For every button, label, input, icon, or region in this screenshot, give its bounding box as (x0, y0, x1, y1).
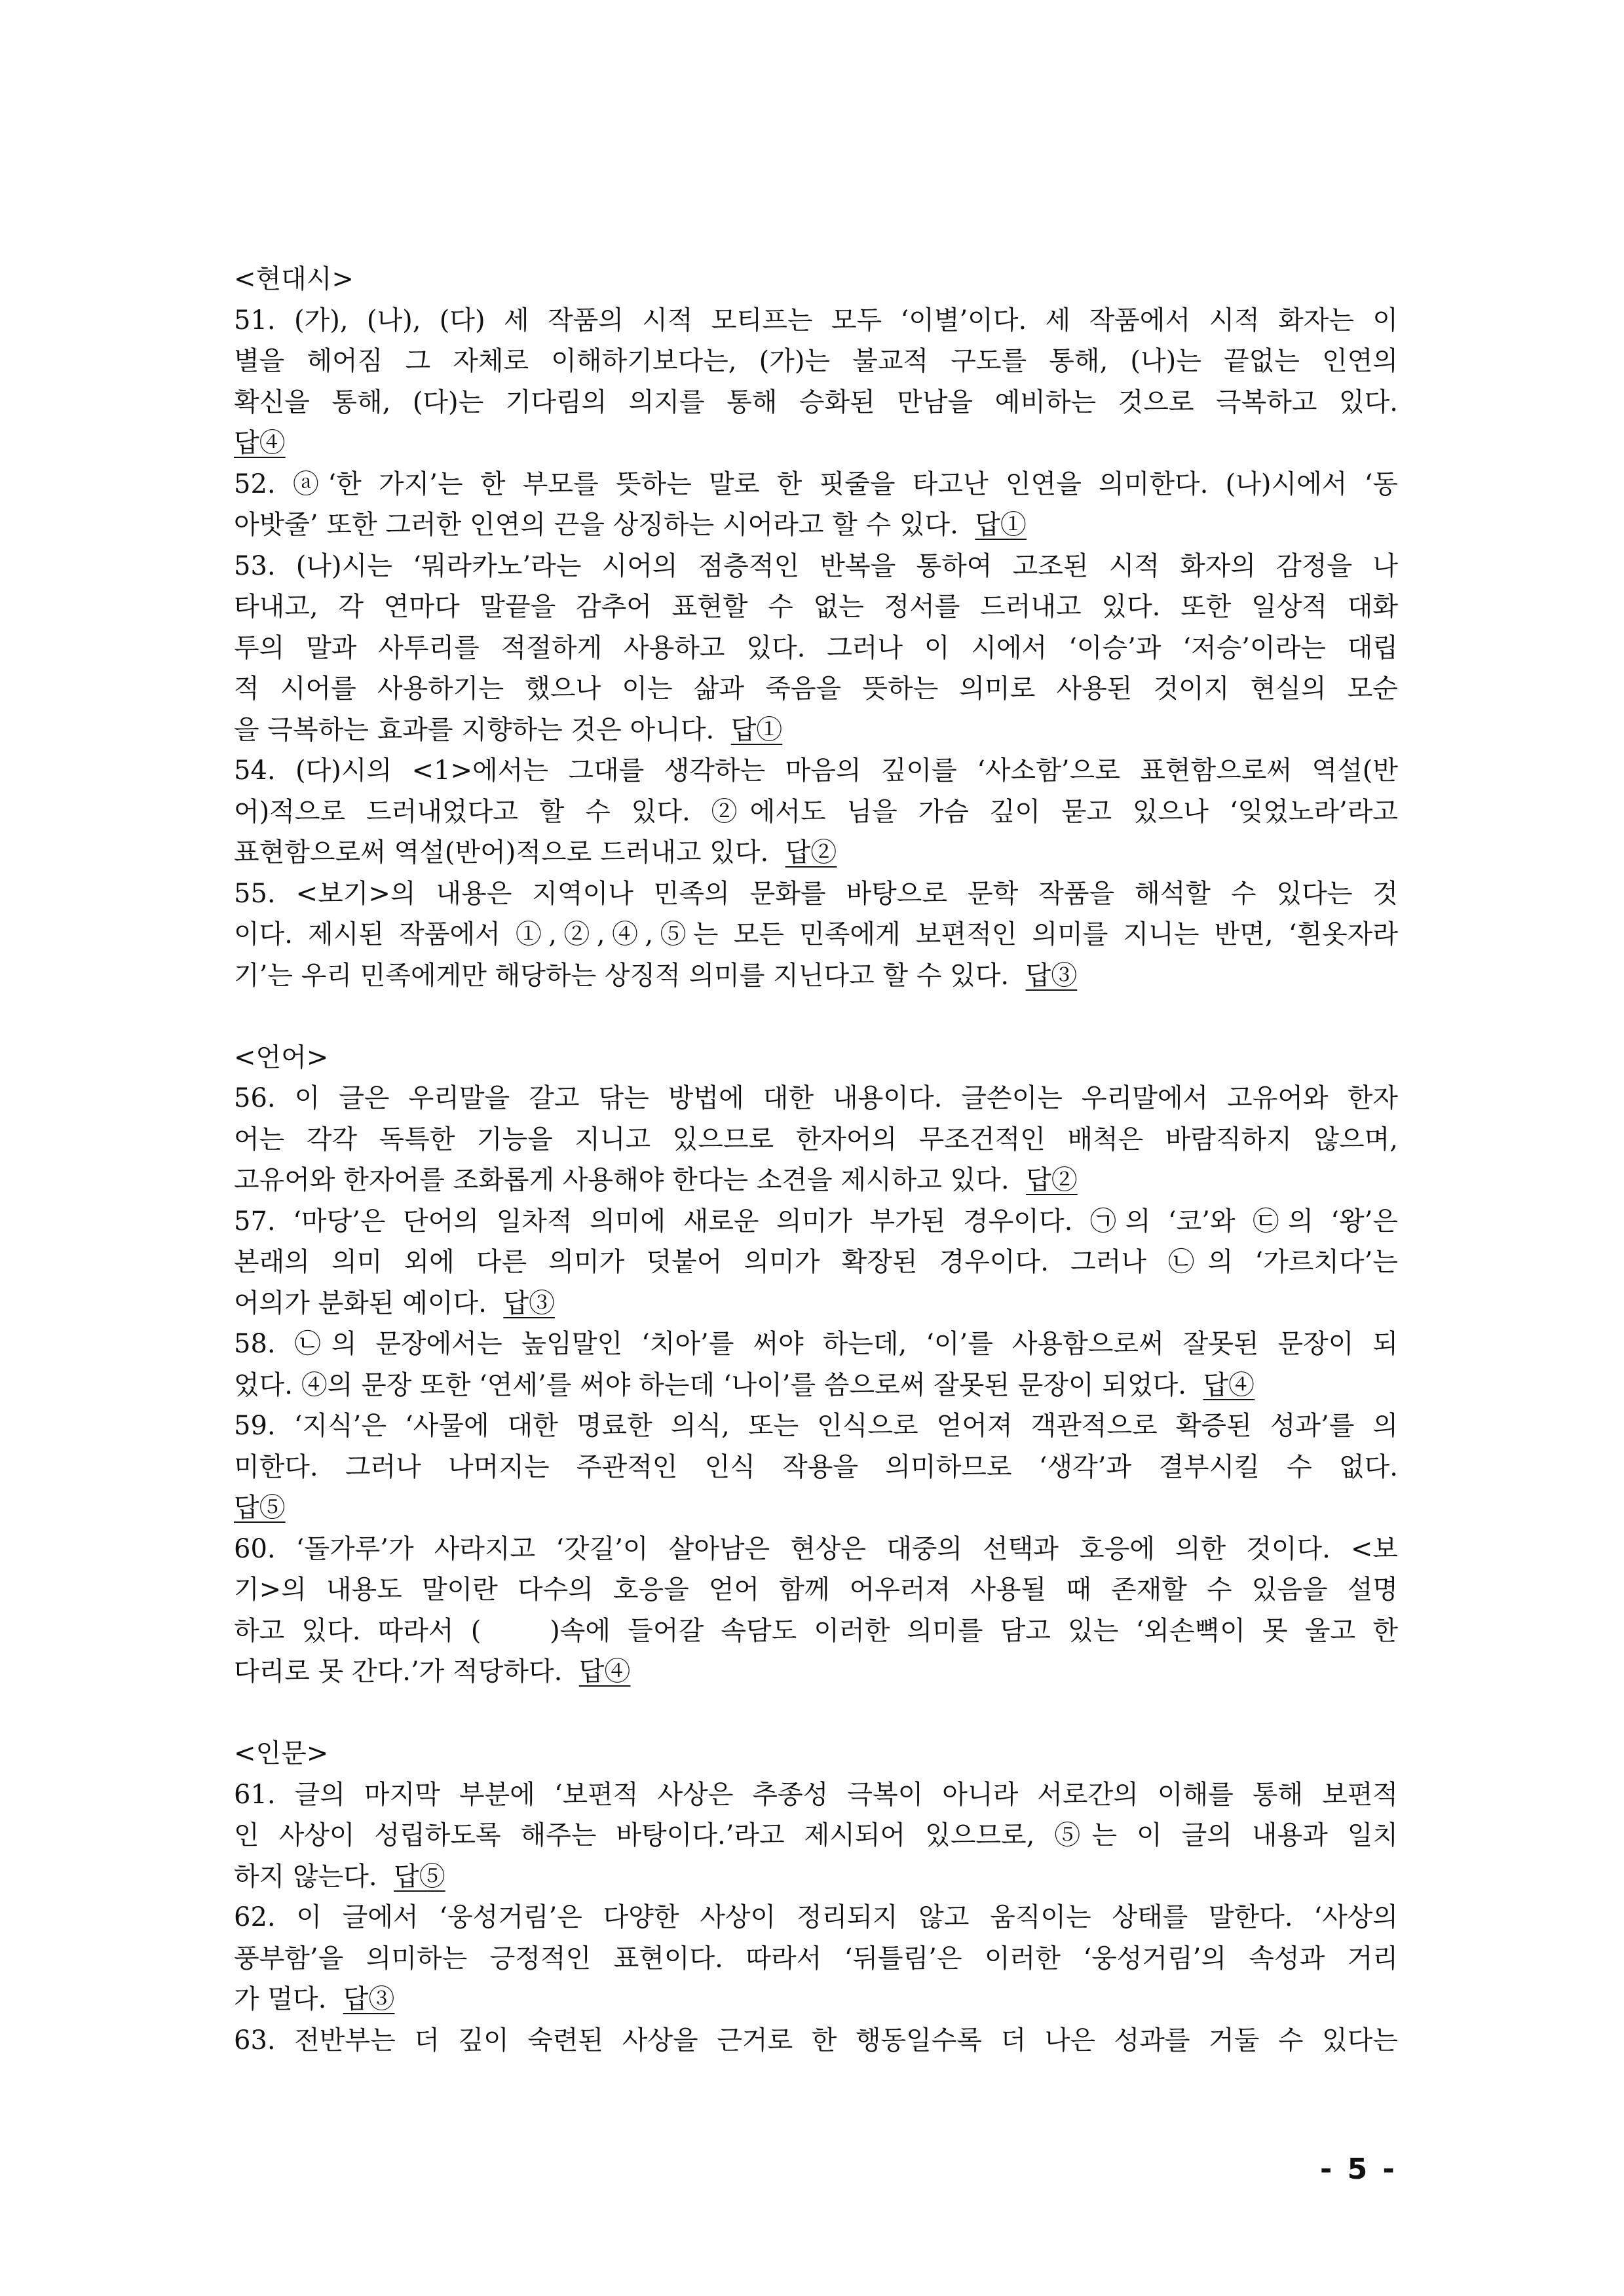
explanation-line: 56. 이 글은 우리말을 갈고 닦는 방법에 대한 내용이다. 글쓴이는 우리말에서 고유어와 한자 (234, 1083, 1398, 1113)
explanation-line: 기’는 우리 민족에게만 해당하는 상징적 의미를 지닌다고 할 수 있다. 답③ (234, 960, 1078, 991)
explanation-line: 본래의 의미 외에 다른 의미가 덧붙어 의미가 확장된 경우이다. 그러나 ㉡의 ‘가르치다’는 (234, 1247, 1398, 1277)
answer-label: 답④ (1203, 1369, 1255, 1400)
explanation-item-56 (234, 1078, 1398, 1201)
section-humanities (234, 1733, 1398, 2061)
answer-label: 답⑤ (394, 1861, 445, 1892)
explanation-line: 을 극복하는 효과를 지향하는 것은 아니다. 답① (234, 714, 783, 745)
answer-label: 답① (730, 714, 783, 745)
explanation-line: 53. (나)시는 ‘뭐라카노’라는 시어의 점층적인 반복을 통하여 고조된 시적 화자의 감정을 나 (234, 550, 1398, 581)
explanation-line: 다리로 못 간다.’가 적당하다. 답④ (234, 1656, 631, 1687)
section-modern-poetry (234, 259, 1398, 996)
section-spacer (234, 1693, 1398, 1734)
explanation-line: 57. ‘마당’은 단어의 일차적 의미에 새로운 의미가 부가된 경우이다. ㉠의 ‘코’와 ㉢의 ‘왕’은 (234, 1206, 1398, 1236)
explanation-line: 52. ⓐ‘한 가지’는 한 부모를 뜻하는 말로 한 핏줄을 타고난 인연을 의미한다. (나)시에서 ‘동 (234, 469, 1398, 499)
explanation-line: 어의가 분화된 예이다. 답③ (234, 1288, 555, 1318)
explanation-item-52 (234, 464, 1398, 546)
explanation-line: 59. ‘지식’은 ‘사물에 대한 명료한 의식, 또는 인식으로 얻어져 객관적으로 확증된 성과’를 의 (234, 1411, 1398, 1441)
answer-label: 답③ (343, 1984, 395, 2014)
explanation-line: 하고 있다. 따라서 ( )속에 들어갈 속담도 이러한 의미를 담고 있는 ‘외손뼉이 못 울고 한 (234, 1615, 1398, 1646)
explanation-line: 표현함으로써 역설(반어)적으로 드러내고 있다. 답② (234, 837, 837, 868)
explanation-line: 별을 헤어짐 그 자체로 이해하기보다는, (가)는 불교적 구도를 통해, (나)는 끝없는 인연의 (234, 346, 1398, 376)
section-heading: <언어> (234, 1042, 329, 1073)
explanation-line: 고유어와 한자어를 조화롭게 사용해야 한다는 소견을 제시하고 있다. 답② (234, 1165, 1078, 1195)
explanation-line: 가 멀다. 답③ (234, 1984, 395, 2014)
explanation-line: 54. (다)시의 <1>에서는 그대를 생각하는 마음의 깊이를 ‘사소함’으로 표현함으로써 역설(반 (234, 756, 1398, 786)
explanation-item-59 (234, 1406, 1398, 1529)
explanation-line: 었다. ④의 문장 또한 ‘연세’를 써야 하는데 ‘나이’를 씀으로써 잘못된 문장이 되었다. 답④ (234, 1369, 1255, 1400)
explanation-item-63 (234, 2020, 1398, 2061)
explanation-item-54 (234, 750, 1398, 873)
explanation-line: 어)적으로 드러내었다고 할 수 있다. ②에서도 님을 가슴 깊이 묻고 있으나 ‘잊었노라’라고 (234, 796, 1398, 827)
explanation-line: 미한다. 그러나 나머지는 주관적인 인식 작용을 의미하므로 ‘생각’과 결부시킬 수 없다. (234, 1451, 1398, 1482)
explanation-line: 어는 각각 독특한 기능을 지니고 있으므로 한자어의 무조건적인 배척은 바람직하지 않으며, (234, 1124, 1398, 1155)
explanation-line (234, 423, 1398, 464)
section-heading: <인문> (234, 1738, 329, 1769)
explanation-item-62 (234, 1897, 1398, 2020)
explanation-line: 기>의 내용도 말이란 다수의 호응을 얻어 함께 어우러져 사용될 때 존재할 수 있음을 설명 (234, 1575, 1398, 1605)
explanation-item-55 (234, 873, 1398, 997)
answer-label: 답② (1026, 1165, 1078, 1195)
section-heading: <현대시> (234, 264, 354, 294)
explanation-line: 63. 전반부는 더 깊이 숙련된 사상을 근거로 한 행동일수록 더 나은 성과를 거둘 수 있다는 (234, 2025, 1398, 2056)
section-spacer (234, 996, 1398, 1037)
answer-label: 답⑤ (234, 1493, 286, 1523)
explanation-line: 60. ‘돌가루’가 사라지고 ‘갓길’이 살아남은 현상은 대중의 선택과 호응에 의한 것이다. <보 (234, 1533, 1398, 1564)
section-language (234, 1037, 1398, 1693)
explanation-line: 확신을 통해, (다)는 기다림의 의지를 통해 승화된 만남을 예비하는 것으로 극복하고 있다. (234, 387, 1398, 417)
explanation-line: 55. <보기>의 내용은 지역이나 민족의 문화를 바탕으로 문학 작품을 해석할 수 있다는 것 (234, 878, 1398, 909)
explanation-line: 61. 글의 마지막 부분에 ‘보편적 사상은 추종성 극복이 아니라 서로간의 이해를 통해 보편적 (234, 1779, 1398, 1810)
explanation-line: 타내고, 각 연마다 말끝을 감추어 표현할 수 없는 정서를 드러내고 있다. 또한 일상적 대화 (234, 592, 1398, 622)
explanation-line: 하지 않는다. 답⑤ (234, 1861, 445, 1892)
explanation-item-51 (234, 300, 1398, 464)
explanation-line (234, 1487, 1398, 1529)
explanation-line: 인 사상이 성립하도록 해주는 바탕이다.’라고 제시되어 있으므로, ⑤는 이 글의 내용과 일치 (234, 1820, 1398, 1850)
page-number: - 5 - (1320, 2152, 1397, 2186)
explanation-item-53 (234, 546, 1398, 751)
answer-label: 답④ (234, 428, 286, 458)
explanation-line: 아밧줄’ 또한 그러한 인연의 끈을 상징하는 시어라고 할 수 있다. 답① (234, 510, 1027, 540)
answer-label: 답③ (503, 1288, 555, 1318)
answer-label: 답③ (1025, 960, 1078, 991)
answer-label: 답② (785, 837, 837, 868)
explanation-item-61 (234, 1774, 1398, 1898)
explanation-item-60 (234, 1529, 1398, 1693)
answer-label: 답④ (578, 1656, 631, 1687)
explanation-line: 이다. 제시된 작품에서 ①,②,④,⑤는 모든 민족에게 보편적인 의미를 지니는 반면, ‘흰옷자라 (234, 919, 1398, 949)
explanation-line: 62. 이 글에서 ‘웅성거림’은 다양한 사상이 정리되지 않고 움직이는 상태를 말한다. ‘사상의 (234, 1902, 1398, 1932)
answer-label: 답① (975, 510, 1027, 540)
answer-explanation-page (234, 259, 1398, 2061)
explanation-item-57 (234, 1201, 1398, 1324)
explanation-line: 58. ㉡의 문장에서는 높임말인 ‘치아’를 써야 하는데, ‘이’를 사용함으로써 잘못된 문장이 되 (234, 1329, 1398, 1359)
explanation-line: 투의 말과 사투리를 적절하게 사용하고 있다. 그러나 이 시에서 ‘이승’과 ‘저승’이라는 대립 (234, 632, 1398, 663)
explanation-line: 51. (가), (나), (다) 세 작품의 시적 모티프는 모두 ‘이별’이다. 세 작품에서 시적 화자는 이 (234, 305, 1398, 335)
explanation-item-58 (234, 1324, 1398, 1406)
explanation-line: 적 시어를 사용하기는 했으나 이는 삶과 죽음을 뜻하는 의미로 사용된 것이지 현실의 모순 (234, 674, 1398, 704)
explanation-line: 풍부함’을 의미하는 긍정적인 표현이다. 따라서 ‘뒤틀림’은 이러한 ‘웅성거림’의 속성과 거리 (234, 1943, 1398, 1974)
